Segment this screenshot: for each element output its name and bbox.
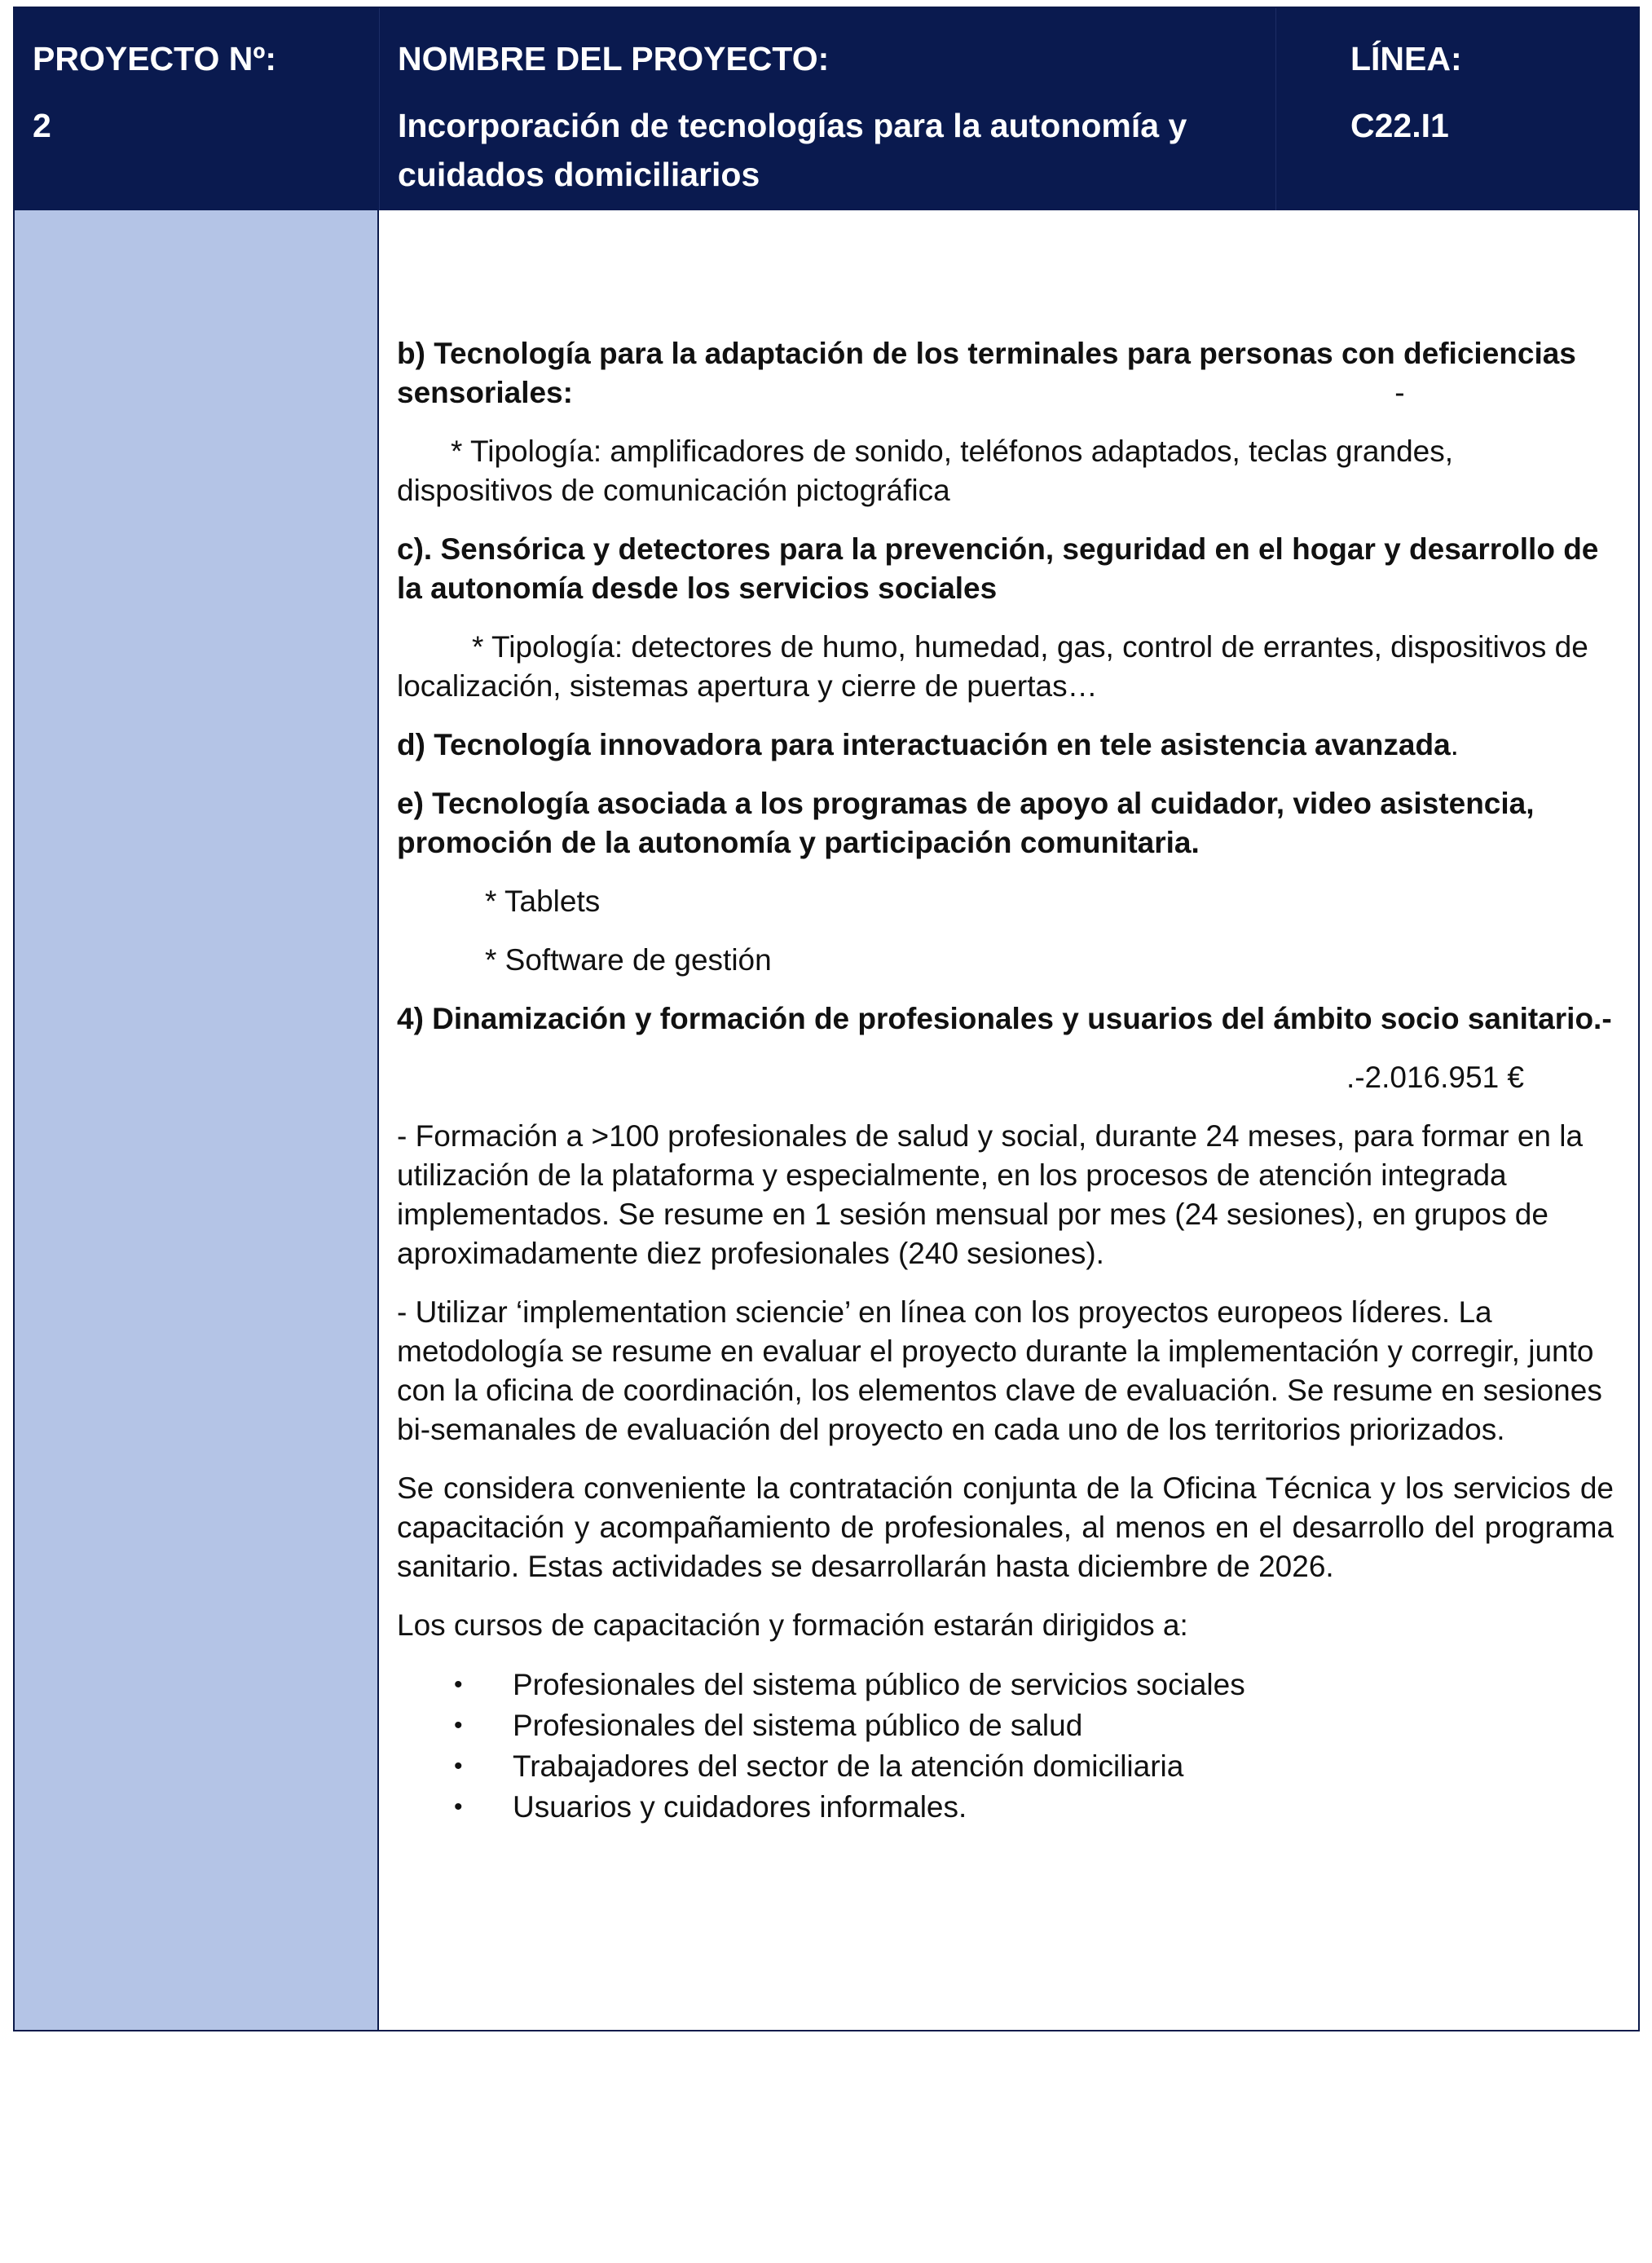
list-item <box>397 1705 1614 1746</box>
list-item-text: Usuarios y cuidadores informales. <box>513 1790 967 1824</box>
audience-list <box>397 1665 1614 1828</box>
header-project-name <box>379 8 1275 210</box>
section-d <box>397 726 1614 765</box>
section-4-amount: .-2.016.951 € <box>1346 1061 1524 1094</box>
section-e-item-tablets: * Tablets <box>485 884 601 918</box>
section-4-heading: 4) Dinamización y formación de profesionales y usuarios del ámbito socio sanitario.- <box>397 1002 1612 1035</box>
section-d-heading: d) Tecnología innovadora para interactuación en tele asistencia avanzada <box>397 728 1451 761</box>
project-header <box>15 8 1638 210</box>
header-line <box>1275 8 1638 210</box>
paragraph-contratacion: Se considera conveniente la contratación conjunta de la Oficina Técnica y los servicios de capacitación y acompañamiento de profesionales, al menos en el desarrollo del programa sanitario. Estas actividades se desarrollarán hasta diciembre de 2026. <box>397 1471 1614 1583</box>
project-sheet <box>13 7 1640 2031</box>
project-number-label: PROYECTO Nº: <box>33 40 276 77</box>
project-number-value: 2 <box>33 107 51 144</box>
paragraph-implementation-science: - Utilizar ‘implementation sciencie’ en línea con los proyectos europeos líderes. La metodología se resume en evaluar el proyecto durante la implementación y corregir, junto con la oficina de coordinación, los elementos clave de evaluación. Se resume en sesiones bi-semanales de evaluación del proyecto en cada uno de los territorios priorizados. <box>397 1295 1602 1446</box>
project-description <box>379 210 1638 2030</box>
section-c-typology: * Tipología: detectores de humo, humedad, gas, control de errantes, dispositivos de localización, sistemas apertura y cierre de puertas… <box>397 630 1588 703</box>
section-e-heading: e) Tecnología asociada a los programas de apoyo al cuidador, video asistencia, promoción de la autonomía y participación comunitaria. <box>397 787 1535 859</box>
section-e-item-software: * Software de gestión <box>485 943 772 977</box>
section-b-dash: - <box>1394 376 1405 409</box>
bullet-icon: • <box>454 1712 463 1739</box>
section-b-typology: * Tipología: amplificadores de sonido, teléfonos adaptados, teclas grandes, dispositivos de comunicación pictográfica <box>397 435 1454 507</box>
list-item <box>397 1746 1614 1787</box>
project-name-label: NOMBRE DEL PROYECTO: <box>398 40 830 77</box>
bullet-icon: • <box>454 1671 463 1698</box>
section-c <box>397 530 1614 608</box>
line-value: C22.I1 <box>1350 107 1449 144</box>
bullet-icon: • <box>454 1793 463 1820</box>
header-project-number <box>15 8 379 210</box>
paragraph-formacion: - Formación a >100 profesionales de salud y social, durante 24 meses, para formar en la utilización de la plataforma y especialmente, en los procesos de atención integrada implementados. Se resume en 1 sesión mensual por mes (24 sesiones), en grupos de aproximadamente diez profesionales (240 sesiones). <box>397 1119 1584 1270</box>
bullet-icon: • <box>454 1753 463 1780</box>
left-sidebar-column <box>15 210 379 2030</box>
list-item-text: Trabajadores del sector de la atención domiciliaria <box>513 1749 1184 1783</box>
line-label: LÍNEA: <box>1350 40 1462 77</box>
section-c-prefix: c). <box>397 532 433 566</box>
project-name-value: Incorporación de tecnologías para la autonomía y cuidados domiciliarios <box>398 107 1187 193</box>
list-item <box>397 1665 1614 1705</box>
section-c-heading: Sensórica y detectores para la prevención, seguridad en el hogar y desarrollo de la autonomía desde los servicios sociales <box>397 532 1599 605</box>
section-d-period: . <box>1450 728 1459 761</box>
list-item <box>397 1787 1614 1828</box>
section-b <box>397 334 1614 412</box>
list-item-text: Profesionales del sistema público de salud <box>513 1709 1083 1742</box>
list-item-text: Profesionales del sistema público de servicios sociales <box>513 1668 1245 1701</box>
paragraph-cursos: Los cursos de capacitación y formación estarán dirigidos a: <box>397 1608 1188 1642</box>
section-b-heading: b) Tecnología para la adaptación de los terminales para personas con deficiencias sensoriales: <box>397 337 1576 409</box>
